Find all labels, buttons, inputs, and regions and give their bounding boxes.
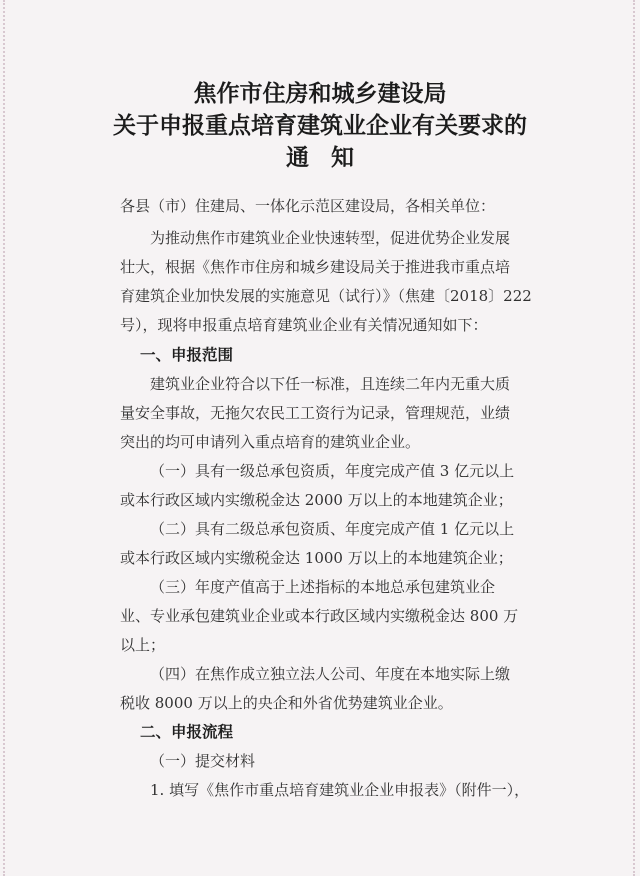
intro-line-1: 为推动焦作市建筑业企业快速转型，促进优势企业发展 <box>150 229 511 247</box>
section-1-heading: 一、申报范围 <box>140 346 234 364</box>
addressee: 各县（市）住建局、一体化示范区建设局，各相关单位： <box>120 197 496 215</box>
criterion-2-line-2: 或本行政区域内实缴税金达 1000 万以上的本地建筑企业； <box>120 549 513 567</box>
title-line-3: 通知 <box>286 144 376 171</box>
document-title <box>0 78 640 174</box>
criterion-2-line-1: （二）具有二级总承包资质、年度完成产值 1 亿元以上 <box>150 520 515 538</box>
criterion-1-line-2: 或本行政区域内实缴税金达 2000 万以上的本地建筑企业； <box>120 491 513 509</box>
intro-line-2: 壮大，根据《焦作市住房和城乡建设局关于推进我市重点培 <box>120 258 511 276</box>
criterion-3-line-1: （三）年度产值高于上述指标的本地总承包建筑业企 <box>150 578 496 596</box>
criterion-4-line-2: 税收 8000 万以上的央企和外省优势建筑业企业。 <box>120 694 453 712</box>
section-1-para-line-1: 建筑业企业符合以下任一标准，且连续二年内无重大质 <box>150 375 511 393</box>
section-2-item-1: 1. 填写《焦作市重点培育建筑业企业申报表》（附件一）， <box>150 781 530 799</box>
criterion-4-line-1: （四）在焦作成立独立法人公司、年度在本地实际上缴 <box>150 665 511 683</box>
intro-line-4: 号），现将申报重点培育建筑业企业有关情况通知如下： <box>120 316 488 334</box>
title-line-2: 关于申报重点培育建筑业企业有关要求的 <box>113 112 527 139</box>
criterion-3-line-3: 以上； <box>120 636 166 654</box>
section-1-para-line-3: 突出的均可申请列入重点培育的建筑业企业。 <box>120 433 421 451</box>
intro-line-3: 育建筑企业加快发展的实施意见（试行）》（焦建〔2018〕222 <box>120 287 532 305</box>
title-line-1: 焦作市住房和城乡建设局 <box>193 80 447 107</box>
criterion-1-line-1: （一）具有一级总承包资质，年度完成产值 3 亿元以上 <box>150 462 515 480</box>
criterion-3-line-2: 业、专业承包建筑业企业或本行政区域内实缴税金达 800 万 <box>120 607 519 625</box>
section-2-heading: 二、申报流程 <box>140 723 234 741</box>
section-2-sub-1: （一）提交材料 <box>150 752 256 770</box>
section-1-para-line-2: 量安全事故，无拖欠农民工工资行为记录，管理规范，业绩 <box>120 404 511 422</box>
